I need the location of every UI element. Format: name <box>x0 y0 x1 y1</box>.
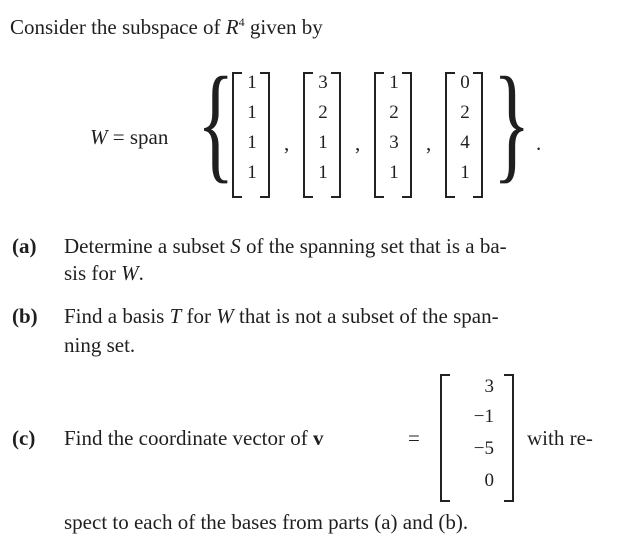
span-period: . <box>536 131 542 155</box>
part-a-text: of the spanning set that is a ba- <box>240 234 507 258</box>
part-b-text: that is not a subset of the span- <box>233 304 499 328</box>
part-a-text: sis for <box>64 261 122 285</box>
part-a-text: Determine a subset <box>64 234 231 258</box>
vector-entry: 1 <box>389 72 399 93</box>
part-c-line2: spect to each of the bases from parts (a) and (b). <box>64 510 469 534</box>
w-symbol: W <box>121 261 139 285</box>
part-a-label: (a) <box>12 234 37 258</box>
vector-entry: 0 <box>484 470 494 491</box>
part-a-line2 <box>64 260 144 286</box>
span-lhs <box>90 124 168 150</box>
vector-entry: 3 <box>389 132 399 153</box>
equals-span: = span <box>112 125 169 149</box>
comma: , <box>284 131 290 155</box>
t-symbol: T <box>169 304 182 328</box>
part-c-label: (c) <box>12 426 36 450</box>
vector-entry: 3 <box>318 72 328 93</box>
vector-entry: 4 <box>460 132 470 153</box>
vector-entry: 1 <box>460 162 470 183</box>
part-c-line1-end: with re- <box>527 426 593 450</box>
part-c-line1 <box>64 425 324 451</box>
comma: , <box>355 131 361 155</box>
part-b-line1 <box>64 303 499 329</box>
part-a-line1 <box>64 233 507 259</box>
part-b-text: for <box>181 304 217 328</box>
vector-entry: 2 <box>318 102 328 123</box>
vector-entry: 1 <box>247 162 257 183</box>
vector-entry: 1 <box>247 72 257 93</box>
vector-entry: 1 <box>389 162 399 183</box>
part-b-line2: ning set. <box>64 333 136 357</box>
part-a-text: . <box>138 261 144 285</box>
part-b-label: (b) <box>12 304 38 328</box>
vector-entry: 0 <box>460 72 470 93</box>
vector-entry: −5 <box>473 438 494 459</box>
w-symbol: W <box>216 304 234 328</box>
intro-prefix: Consider the subspace of <box>10 15 226 39</box>
space-symbol: R <box>225 15 239 39</box>
right-brace: } <box>493 51 531 195</box>
vector-entry: 1 <box>247 102 257 123</box>
v-symbol: v <box>313 426 324 450</box>
comma: , <box>426 131 432 155</box>
space-exponent: 4 <box>238 15 245 29</box>
intro-suffix: given by <box>244 15 323 39</box>
part-b-text: Find a basis <box>64 304 170 328</box>
vector-entry: 3 <box>484 376 494 397</box>
vector-entry: 1 <box>318 132 328 153</box>
vector-entry: 2 <box>460 102 470 123</box>
vector-entry: −1 <box>473 406 494 427</box>
vector-entry: 1 <box>318 162 328 183</box>
w-symbol: W <box>90 125 108 149</box>
left-brace: { <box>197 51 235 195</box>
intro-line <box>10 14 323 40</box>
vector-entry: 1 <box>247 132 257 153</box>
part-c-text: Find the coordinate vector of <box>64 426 314 450</box>
vector-entry: 2 <box>389 102 399 123</box>
s-symbol: S <box>230 234 241 258</box>
part-c-equals: = <box>408 426 420 450</box>
